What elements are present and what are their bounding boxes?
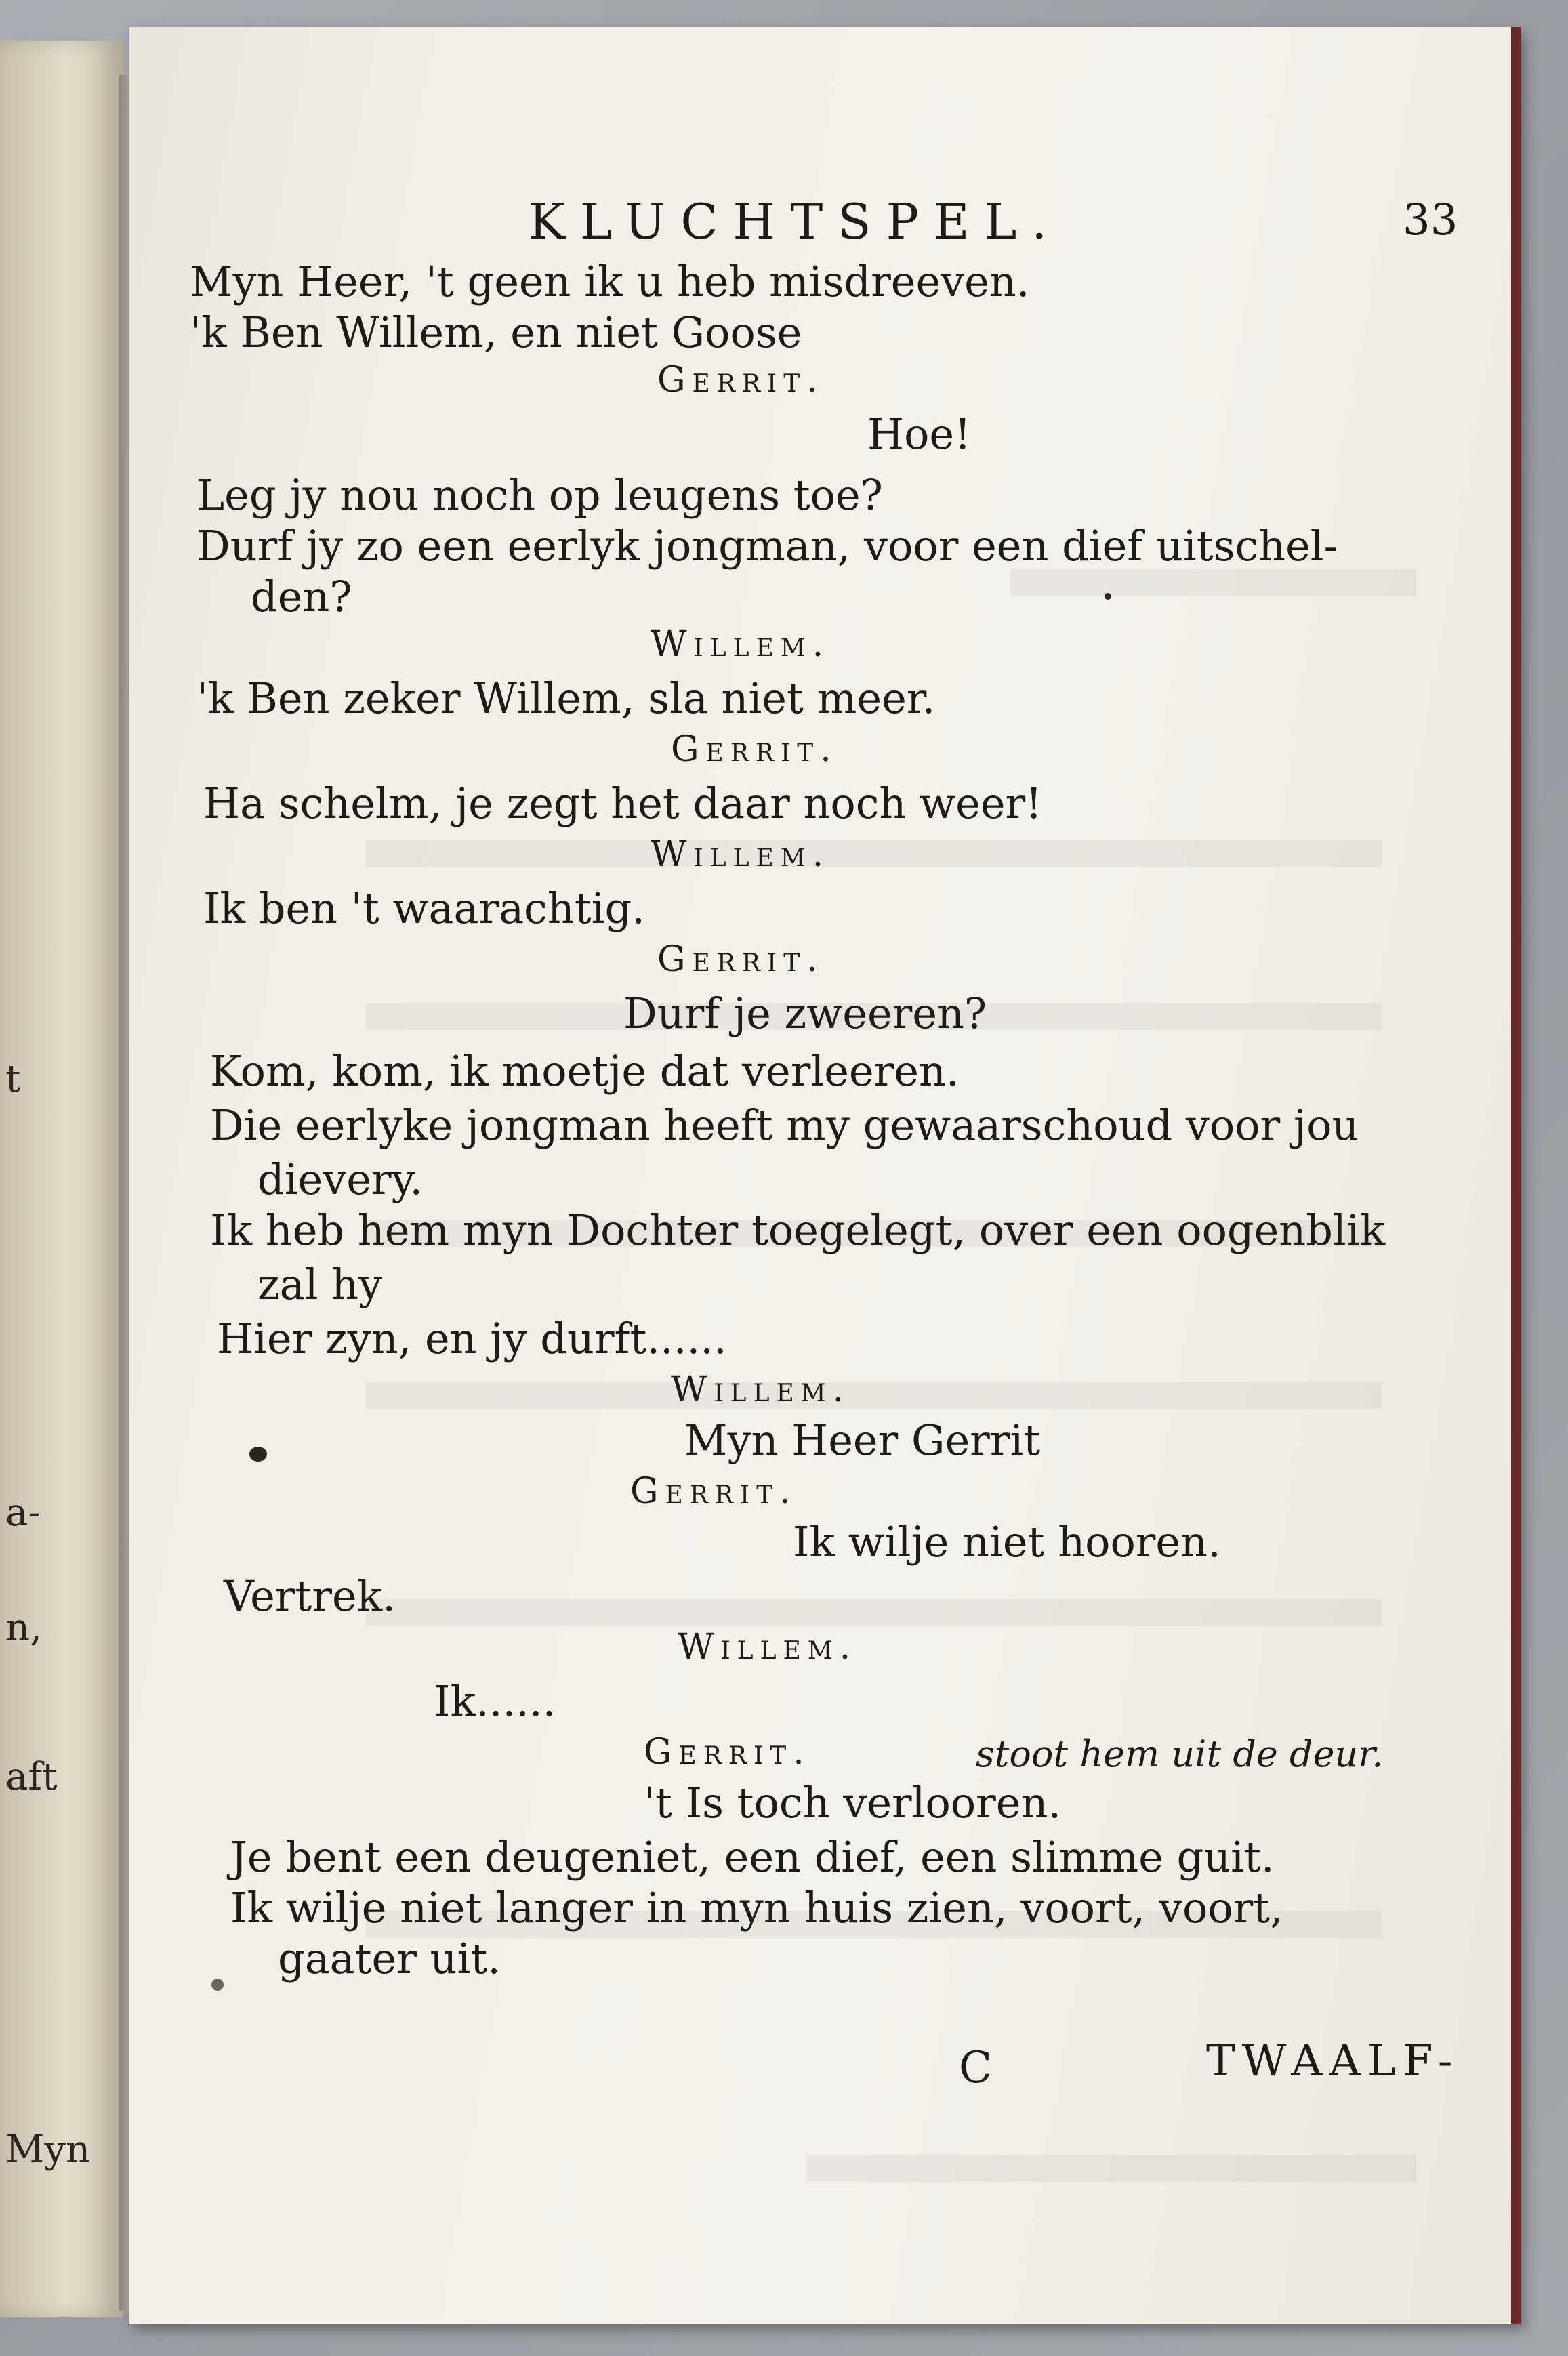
show-through-mark [366,1382,1382,1409]
speaker-name: Gerrit. [657,939,825,980]
ink-spot [211,1979,224,1991]
text-line: Ik wilje niet langer in myn huis zien, voort, voort, [230,1883,1283,1933]
text-line: Vertrek. [224,1571,396,1621]
speaker-name: Willem. [651,624,831,665]
text-line: Ik...... [434,1676,556,1726]
text-line: Ha schelm, je zegt het daar noch weer! [203,779,1043,828]
stage-direction: stoot hem uit de deur. [976,1733,1384,1775]
show-through-mark [366,840,1382,867]
text-line: Durf je zweeren? [623,989,987,1038]
speaker-name: Willem. [671,1369,851,1410]
text-line: Kom, kom, ik moetje dat verleeren. [210,1046,960,1096]
speaker-name: Gerrit. [630,1471,798,1512]
page-number: 33 [1403,195,1458,245]
left-page-fragment: Myn [5,2128,91,2172]
text-line: gaater uit. [278,1934,501,1983]
text-line: Myn Heer, 't geen ik u heb misdreeven. [190,257,1030,306]
text-line: 't Is toch verlooren. [644,1778,1062,1827]
running-head: KLUCHTSPEL. [529,193,1062,250]
text-line: Die eerlyke jongman heeft my gewaarschoud voor jou [210,1100,1359,1150]
speaker-name: Willem. [678,1627,858,1668]
catchword: TWAALF- [1206,2036,1460,2086]
ink-spot [249,1447,267,1462]
speaker-name: Gerrit. [644,1732,811,1773]
book-page [129,27,1521,2324]
left-page-fragment: aft [5,1755,58,1799]
speaker-name: Gerrit. [657,360,825,400]
text-line: Ik ben 't waarachtig. [203,884,645,933]
show-through-mark [366,1599,1382,1626]
text-line: Ik wilje niet hooren. [793,1517,1221,1567]
text-line: 'k Ben zeker Willem, sla niet meer. [197,674,936,723]
text-line: Je bent een deugeniet, een dief, een slimme guit. [230,1832,1275,1882]
left-page-fragment: t [5,1057,21,1101]
text-line: den? [251,572,352,621]
text-line: Ik heb hem myn Dochter toegelegt, over een oogenblik [210,1205,1386,1255]
ink-spot [1105,593,1111,600]
speaker-name: Willem. [651,834,831,875]
left-page-fragment: n, [5,1606,42,1650]
text-line: Hier zyn, en jy durft...... [217,1314,727,1363]
text-line: Myn Heer Gerrit [684,1415,1041,1465]
text-line: dievery. [257,1155,424,1204]
text-line: Durf jy zo een eerlyk jongman, voor een dief uitschel- [197,521,1338,571]
show-through-mark [806,2155,1416,2182]
text-line: zal hy [257,1260,383,1309]
speaker-name: Gerrit. [671,729,838,770]
show-through-mark [1010,569,1416,596]
text-line: Leg jy nou noch op leugens toe? [197,470,883,520]
previous-page-edge [0,41,123,2317]
left-page-fragment: a- [5,1491,41,1535]
signature-mark: C [959,2043,992,2093]
text-line: Hoe! [867,409,972,459]
text-line: 'k Ben Willem, en niet Goose [190,308,802,357]
